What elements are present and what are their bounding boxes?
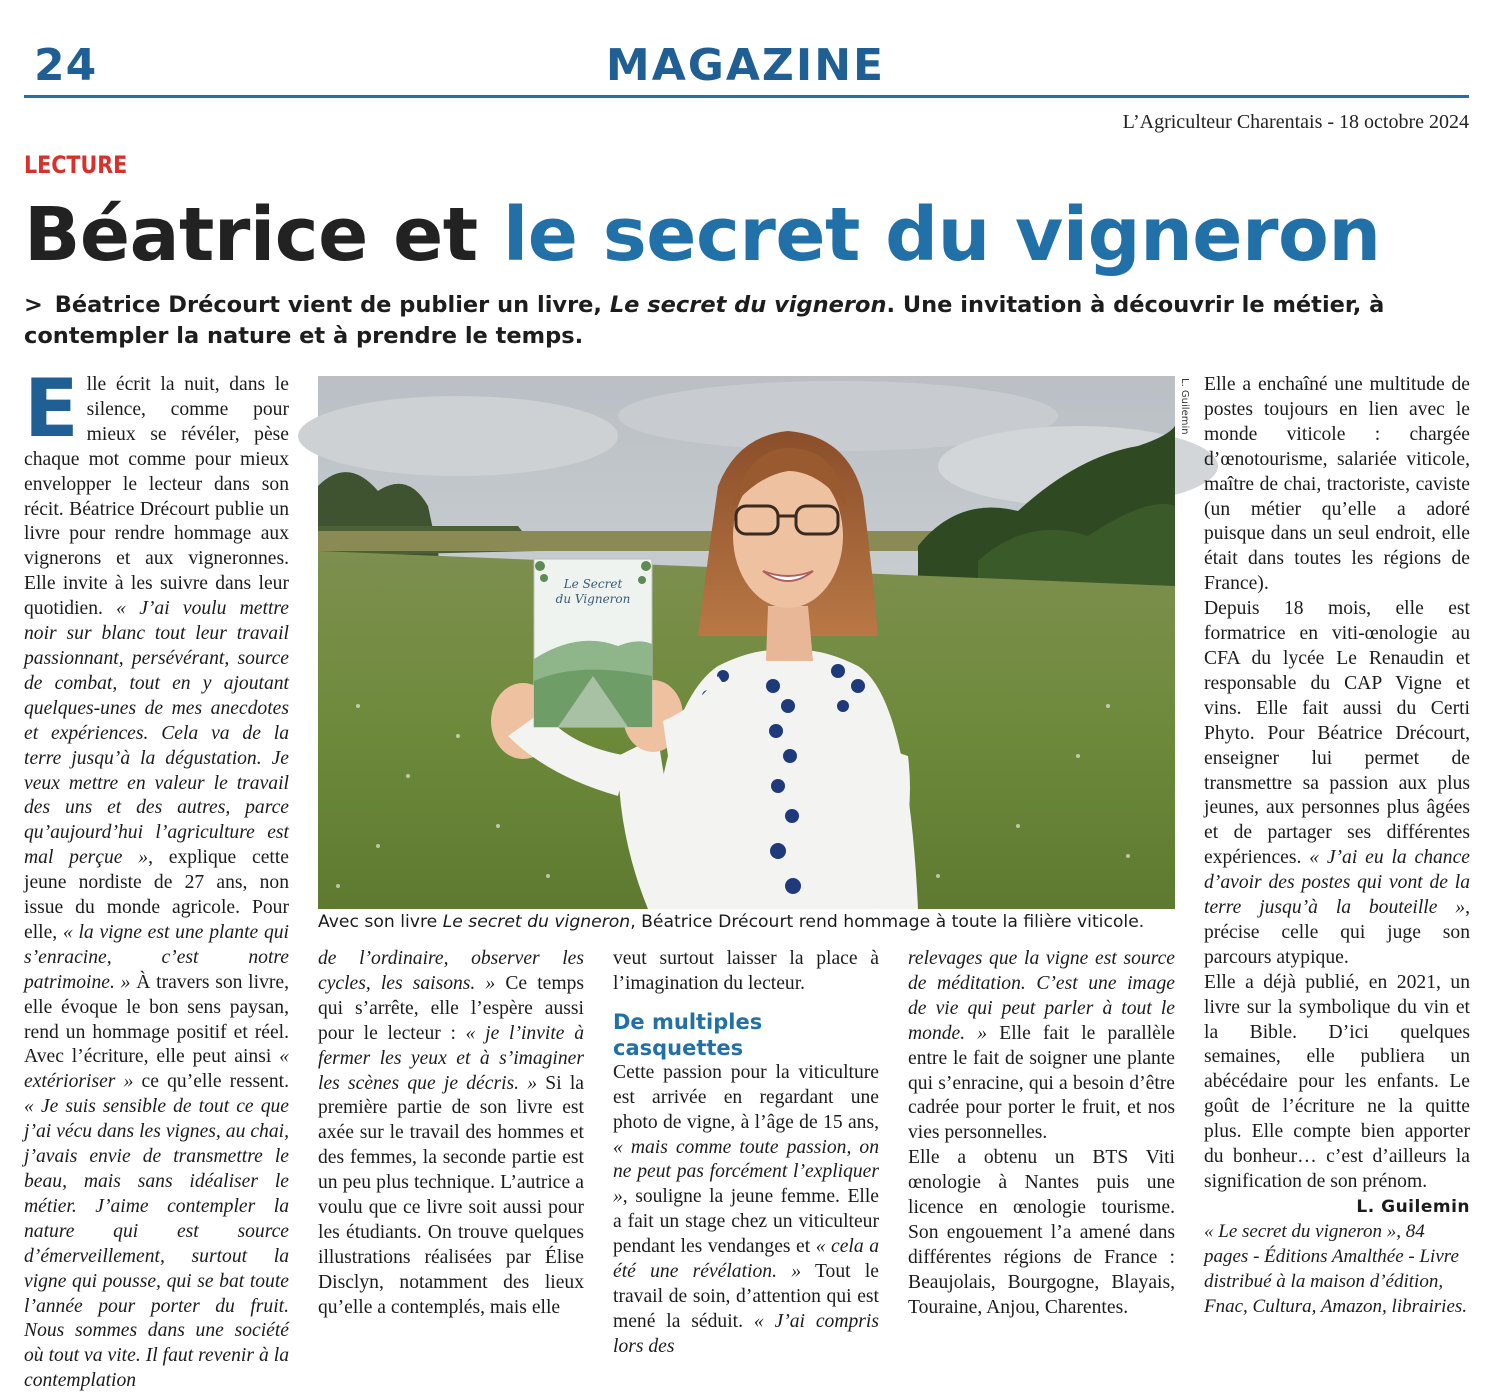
photo-caption xyxy=(318,910,1178,934)
text-run: , précise celle qui juge son parcours atypique. xyxy=(1204,897,1470,968)
text-run: Depuis 18 mois, elle est formatrice en viti-œnologie au CFA du lycée Le Renaudin et responsable du CAP Vigne et vins. Elle fait aussi du Certi Phyto. Pour Béatrice Drécourt, enseigner lui permet de transmettre sa passion aux plus jeunes, aux personnes plus âgées et de partager ses différentes expériences. xyxy=(1204,598,1470,869)
quote: « J’ai eu la chance d’avoir des postes qui vont de la terre jusqu’à la bouteille » xyxy=(1204,847,1470,919)
book-cover-title-line-1: Le Secret xyxy=(563,577,623,591)
book-cover-title-line-2: du Vigneron xyxy=(555,592,631,606)
paragraph: Elle a enchaîné une multitude de postes toujours en lien avec le monde viticole : chargée d’œnotourisme, salariée viticole, maître de chai, tractoriste, caviste (un métier qu’elle a adoré puisque dans un seul endroit, elle était dans toutes les régions de France). xyxy=(1204,374,1470,595)
text-run: , explique cette jeune nordiste de 27 ans, non issue du monde agricole. Pour elle, xyxy=(24,847,289,943)
text-run: Elle fait le parallèle entre le fait de soigner une plante qui s’enracine, qui a besoin d’être cadrée pour porter le fruit, et nos vies personnelles. xyxy=(908,1022,1175,1144)
dateline: L’Agriculteur Charentais - 18 octobre 2024 xyxy=(1122,111,1469,133)
text-run: ce qu’elle ressent. xyxy=(133,1071,289,1093)
standfirst xyxy=(24,290,1444,352)
drop-cap: E xyxy=(24,362,79,455)
text-run: À travers son livre, elle évoque le bon sens paysan, rend un hommage positif et réel. Avec l’écriture, elle peut ainsi xyxy=(24,971,289,1068)
text-run: Si la première partie de son livre est axée sur le travail des hommes et des femmes, la seconde partie est un peu plus technique. L’autrice a voulu que ce livre soit aussi pour les étudiants. On trouve quelques illustrations réalisées par Élise Disclyn, notamment des lieux qu’elle a contemplés, mais elle xyxy=(318,1072,585,1318)
quote: « J’ai voulu mettre noir sur blanc tout leur travail passionnant, persévérant, source de combat, tout en y ajoutant quelques-unes de mes anecdotes et expériences. Cela va de la terre jusqu’à la dégustation. Je veux mettre en valeur le travail des uns et des autres, parce qu’aujourd’hui l’agriculture est mal perçue » xyxy=(24,598,289,869)
article-column-4 xyxy=(908,947,1175,1321)
paragraph: veut surtout laisser la place à l’imagination du lecteur. xyxy=(613,948,879,994)
photo-credit xyxy=(1176,378,1192,468)
text-run: lle écrit la nuit, dans le silence, comme pour mieux se révéler, pèse chaque mot comme pour mieux envelopper le lecteur dans son récit. Béatrice Drécourt publie un livre pour rendre hommage aux vignerons et aux vigneronnes. Elle invite à les suivre dans leur quotidien. xyxy=(24,374,289,620)
paragraph xyxy=(318,947,584,1321)
author-signature: L. Guilemin xyxy=(1356,1196,1470,1217)
text-run: Ce temps qui s’arrête, elle l’espère aussi pour le lecteur : xyxy=(318,972,584,1044)
photo-credit-text: L. Guilemin xyxy=(1179,378,1190,435)
caption-text: , Béatrice Drécourt rend hommage à toute la filière viticole. xyxy=(630,912,1145,932)
paragraph xyxy=(24,362,289,1394)
article-column-1 xyxy=(24,362,289,1394)
paragraph: Elle a déjà publié, en 2021, un livre sur la symbolique du vin et la Bible. D’ici quelques semaines, elle publiera un abécédaire pour les enfants. Le goût de l’écriture ne la quitte plus. Elle compte bien apporter du bonheur… c’est d’ailleurs la signification de son prénom. xyxy=(1204,971,1470,1192)
text-run: , souligne la jeune femme. Elle a fait un stage chez un viticulteur pendant les vendanges et xyxy=(613,1186,879,1258)
text-run: Tout le travail de soin, d’attention qui est mené la séduit. xyxy=(613,1261,879,1332)
paragraph: Elle a obtenu un BTS Viti œnologie à Nantes puis une licence en œnologie tourisme. Son engouement l’a amené dans différentes régions de France : Beaujolais, Bourgogne, Blayais, Touraine, Anjou, Charentes. xyxy=(908,1147,1175,1318)
section-title: MAGAZINE xyxy=(605,40,886,91)
quote: « cela a été une révélation. » xyxy=(613,1236,879,1283)
headline-part-1: Béatrice et xyxy=(24,192,503,278)
quote: « mais comme toute passion, on ne peut pas forcément l’expliquer » xyxy=(613,1136,879,1208)
quote: relevages que la vigne est source de méditation. C’est une image de vie qui peut parler à tout le monde. » xyxy=(908,948,1175,1044)
page-number: 24 xyxy=(34,40,98,91)
standfirst-book-title: Le secret du vigneron xyxy=(609,292,887,318)
quote: « extérioriser » xyxy=(24,1046,289,1093)
text-run: Cette passion pour la viticulture est arrivée en regardant une photo de vigne, à l’âge de 15 ans, xyxy=(613,1061,879,1133)
caption-book-title: Le secret du vigneron xyxy=(442,912,631,932)
headline-part-2: le secret du vigneron xyxy=(502,192,1381,278)
book-info: « Le secret du vigneron », 84 pages - Éditions Amalthée - Livre distribué à la maison d’édition, Fnac, Cultura, Amazon, librairies. xyxy=(1204,1220,1468,1317)
article-column-5 xyxy=(1204,373,1470,1320)
chevron-right-icon: > xyxy=(24,292,43,318)
standfirst-part-1: Béatrice Drécourt vient de publier un livre, xyxy=(54,292,610,318)
headline xyxy=(24,188,1381,282)
quote: « Je suis sensible de tout ce que j’ai vécu dans les vignes, au chai, j’avais envie de transmettre le beau, mais sans idéaliser le métier. J’aime contempler la nature qui est source d’émerveillement, surtout la vigne qui pousse, qui se bat toute l’année pour porter du fruit. Nous sommes dans une société où tout va vite. Il faut revenir à la contemplation xyxy=(24,1096,289,1392)
quote: « J’ai compris lors des xyxy=(613,1310,879,1357)
quote: « je l’invite à fermer les yeux et à s’imaginer les scènes que je décris. » xyxy=(318,1022,584,1094)
standfirst-part-2: . Une invitation à découvrir le métier, à contempler la nature et à prendre le temps. xyxy=(24,292,1385,349)
paragraph xyxy=(908,947,1175,1146)
article-column-3 xyxy=(613,947,879,1360)
paragraph xyxy=(1204,597,1470,971)
caption-text: Avec son livre xyxy=(318,912,443,932)
header-rule xyxy=(24,95,1469,98)
article-column-2 xyxy=(318,947,584,1321)
paragraph xyxy=(613,1061,879,1360)
article-photo xyxy=(318,376,1175,909)
quote: de l’ordinaire, observer les cycles, les saisons. » xyxy=(318,948,584,994)
rubric-label: LECTURE xyxy=(24,151,128,179)
quote: « la vigne est une plante qui s’enracine, c’est notre patrimoine. » xyxy=(24,921,289,993)
photo-illustration xyxy=(318,376,1175,909)
subheading: De multiples casquettes xyxy=(613,1009,763,1060)
